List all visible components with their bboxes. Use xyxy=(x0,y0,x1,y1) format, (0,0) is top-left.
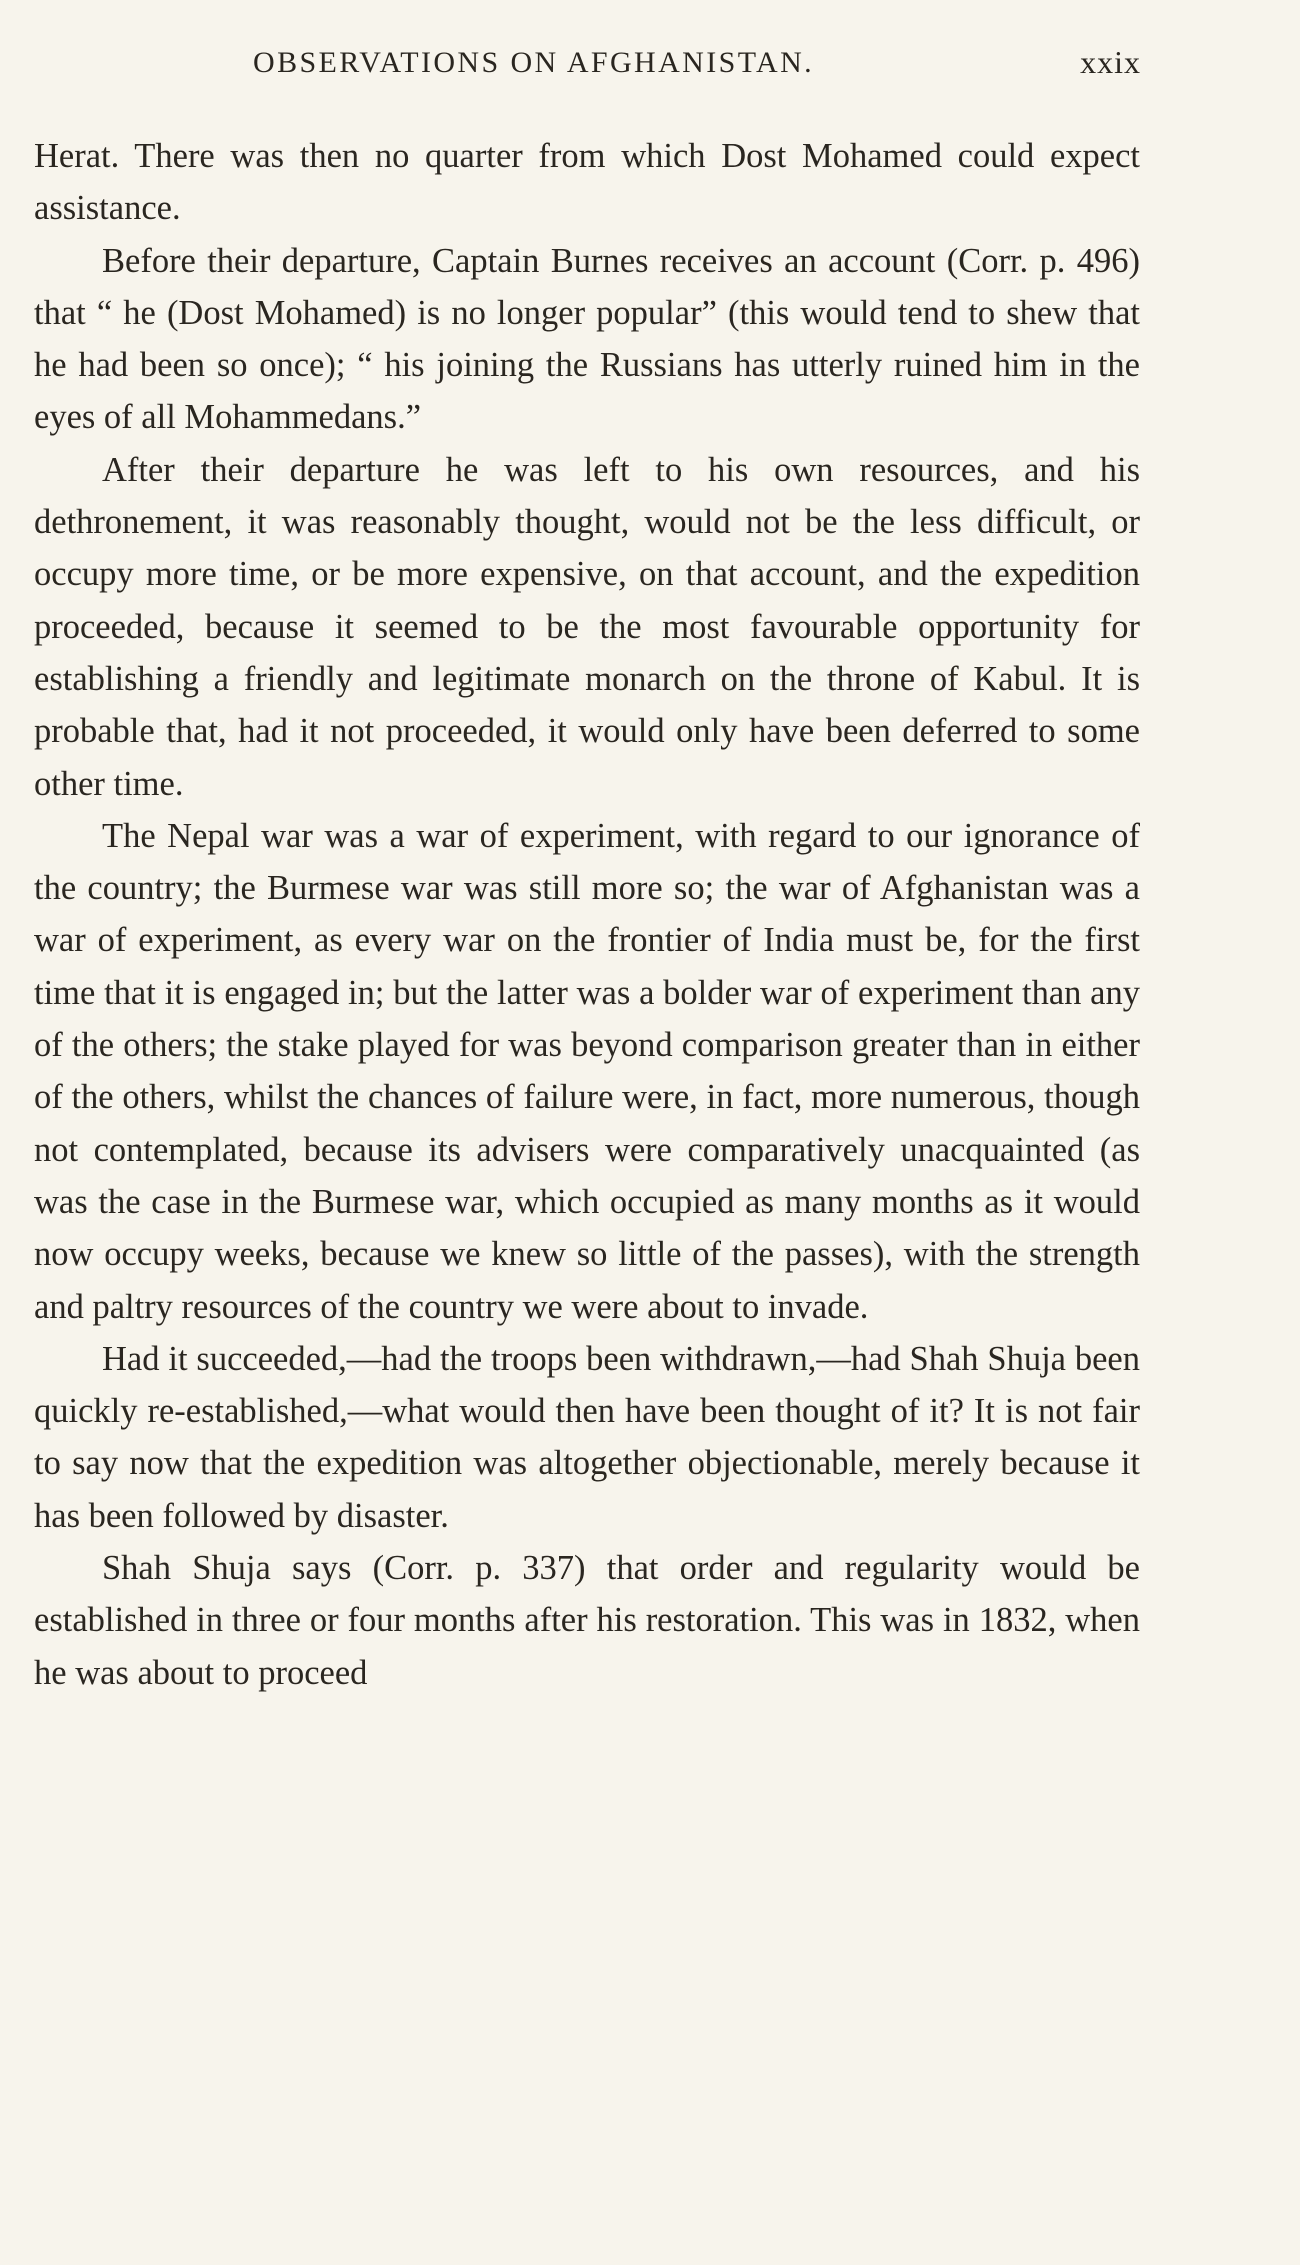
book-page xyxy=(34,0,1140,1699)
paragraph-2: Before their departure, Captain Burnes receives an account (Corr. p. 496) that “ he (Dost Mohamed) is no longer popular” (this would tend to shew that he had been so once); “ his joining the Russians has utterly ruined him in the eyes of all Mohammedans.” xyxy=(34,241,1140,437)
paragraph-5: Had it succeeded,—had the troops been withdrawn,—had Shah Shuja been quickly re-established,—what would then have been thought of it? It is not fair to say now that the expedition was altogether objectionable, merely because it has been followed by disaster. xyxy=(34,1339,1140,1535)
paragraph-1: Herat. There was then no quarter from which Dost Mohamed could expect assistance. xyxy=(34,137,1140,228)
running-title: OBSERVATIONS ON AFGHANISTAN. xyxy=(253,46,815,79)
body-text xyxy=(34,130,1140,1699)
paragraph-4: The Nepal war was a war of experiment, with regard to our ignorance of the country; the Burmese war was still more so; the war of Afghanistan was a war of experiment, as every war on the frontier of India must be, for the first time that it is engaged in; but the latter was a bolder war of experiment than any of the others; the stake played for was beyond comparison greater than in either of the others, whilst the chances of failure were, in fact, more numerous, though not contemplated, because its advisers were comparatively unacquainted (as was the case in the Burmese war, which occupied as many months as it would now occupy weeks, because we knew so little of the passes), with the strength and paltry resources of the country we were about to invade. xyxy=(34,816,1140,1326)
paragraph-3: After their departure he was left to his own resources, and his dethronement, it was reasonably thought, would not be the less difficult, or occupy more time, or be more expensive, on that account, and the expedition proceeded, because it seemed to be the most favourable opportunity for establishing a friendly and legitimate monarch on the throne of Kabul. It is probable that, had it not proceeded, it would only have been deferred to some other time. xyxy=(34,450,1140,803)
running-head xyxy=(34,0,1140,130)
page-number: xxix xyxy=(1080,44,1141,80)
paragraph-6: Shah Shuja says (Corr. p. 337) that order and regularity would be established in three or four months after his restoration. This was in 1832, when he was about to proceed xyxy=(34,1549,1140,1692)
